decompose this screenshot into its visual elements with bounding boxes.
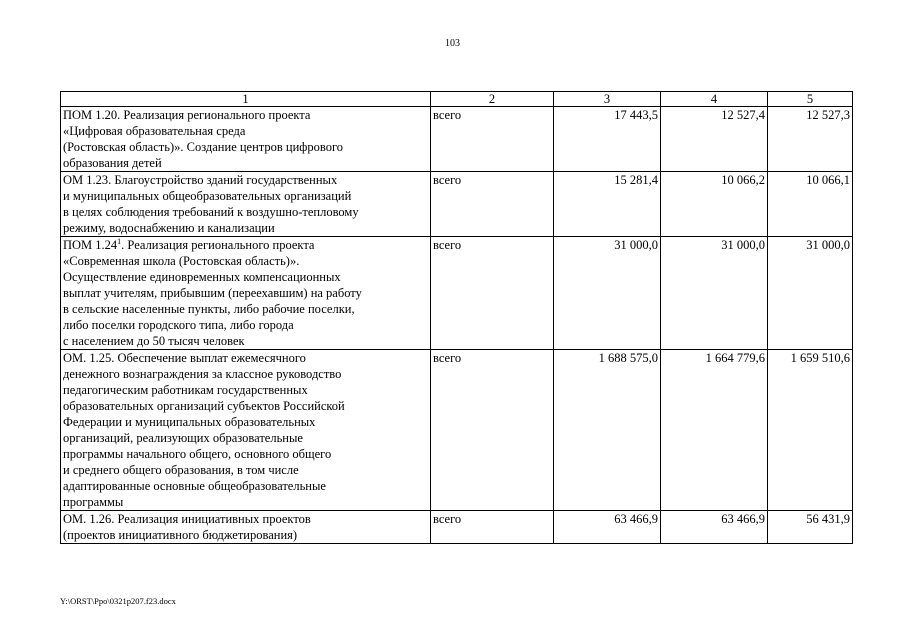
measure-description: ОМ 1.23. Благоустройство зданий государственных и муниципальных общеобразовательных организаций в целях соблюдения требований к воздушно-тепловому режиму, водоснабжению и канализации	[61, 172, 431, 237]
funding-type: всего	[431, 107, 554, 172]
table-header-row	[61, 92, 853, 107]
value-col-4: 1 664 779,6	[661, 350, 768, 511]
funding-type: всего	[431, 172, 554, 237]
measure-description: ОМ. 1.26. Реализация инициативных проектов (проектов инициативного бюджетирования)	[61, 511, 431, 544]
measure-description	[61, 237, 431, 350]
value-col-4: 63 466,9	[661, 511, 768, 544]
table-row	[61, 107, 853, 172]
column-header-2: 2	[431, 92, 554, 107]
value-col-5: 1 659 510,6	[768, 350, 853, 511]
measure-description: ОМ. 1.25. Обеспечение выплат ежемесячного денежного вознаграждения за классное руководство педагогическим работникам государственных образовательных организаций субъектов Российской Федерации и муниципальных образовательных организаций, реализующих образовательные программы начального общего, основного общего и среднего общего образования, в том числе адаптированные основные общеобразовательные программы	[61, 350, 431, 511]
column-header-3: 3	[554, 92, 661, 107]
value-col-4: 12 527,4	[661, 107, 768, 172]
value-col-3: 63 466,9	[554, 511, 661, 544]
funding-type: всего	[431, 237, 554, 350]
column-header-1: 1	[61, 92, 431, 107]
table-row	[61, 511, 853, 544]
value-col-3: 31 000,0	[554, 237, 661, 350]
value-col-4: 31 000,0	[661, 237, 768, 350]
document-file-path: Y:\ORST\Ppo\0321p207.f23.docx	[60, 596, 176, 606]
value-col-5: 56 431,9	[768, 511, 853, 544]
measure-description: ПОМ 1.20. Реализация регионального проекта «Цифровая образовательная среда (Ростовская область)». Создание центров цифрового образования детей	[61, 107, 431, 172]
value-col-3: 1 688 575,0	[554, 350, 661, 511]
measure-text: . Реализация регионального проекта «Современная школа (Ростовская область)». Осуществление единовременных компенсационных выплат учителям, прибывшим (переехавшим) на работу в сельские населенные пункты, либо рабочие поселки, либо поселки городского типа, либо города с населением до 50 тысяч человек	[63, 238, 362, 348]
table-row	[61, 350, 853, 511]
funding-type: всего	[431, 511, 554, 544]
value-col-3: 17 443,5	[554, 107, 661, 172]
page-number: 103	[445, 38, 460, 49]
funding-type: всего	[431, 350, 554, 511]
table-row	[61, 237, 853, 350]
column-header-4: 4	[661, 92, 768, 107]
measure-code: ПОМ 1.24	[63, 238, 118, 252]
footnote-marker: 1	[117, 236, 122, 246]
value-col-3: 15 281,4	[554, 172, 661, 237]
budget-table	[60, 91, 853, 544]
value-col-5: 31 000,0	[768, 237, 853, 350]
table-row	[61, 172, 853, 237]
value-col-5: 12 527,3	[768, 107, 853, 172]
value-col-4: 10 066,2	[661, 172, 768, 237]
value-col-5: 10 066,1	[768, 172, 853, 237]
column-header-5: 5	[768, 92, 853, 107]
